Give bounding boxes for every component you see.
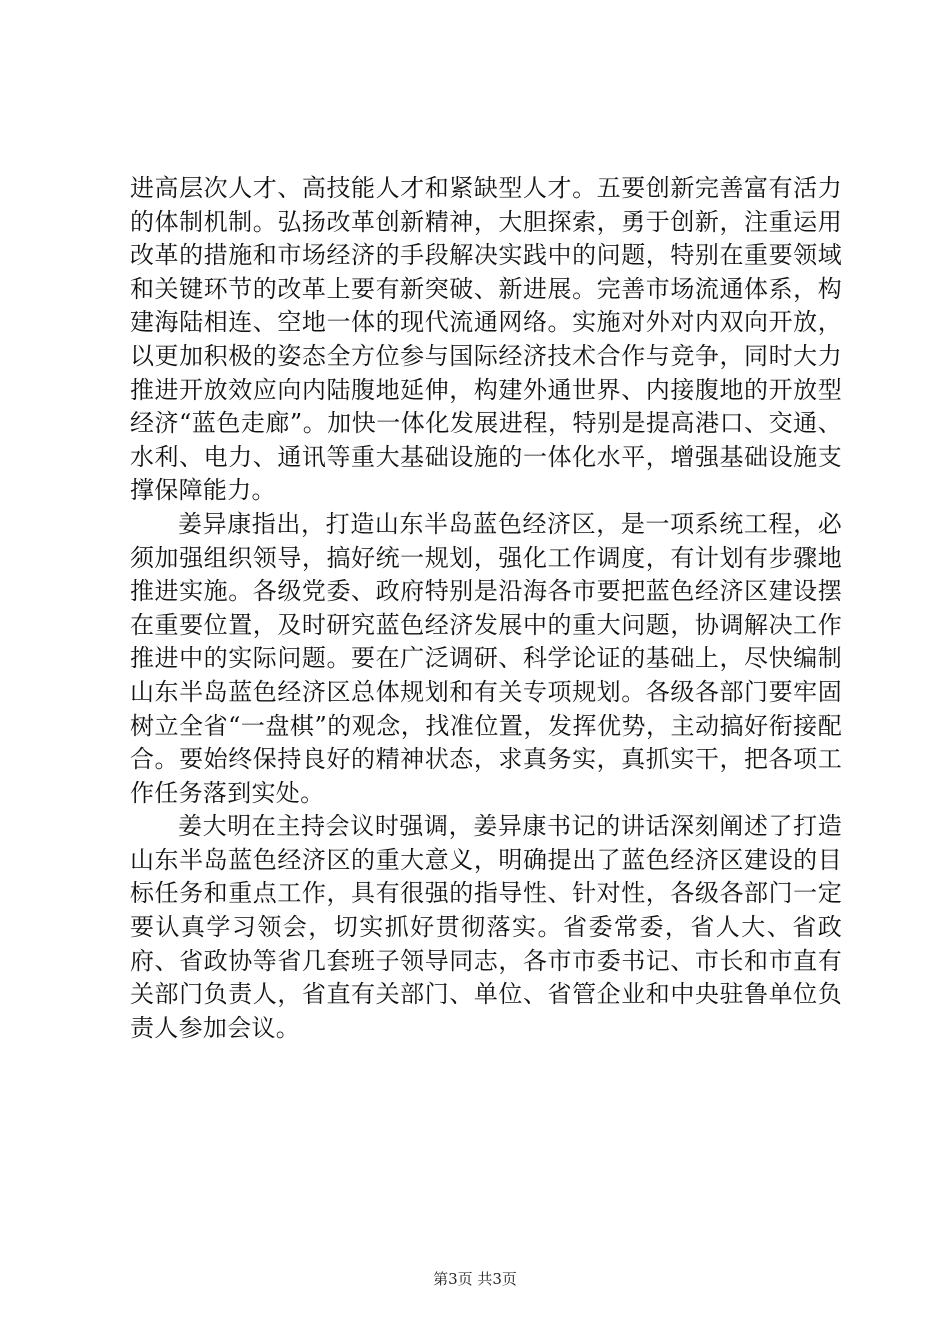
document-body [130,172,842,1045]
page-number-footer: 第3页 共3页 [433,1270,517,1288]
paragraph-continued: 进高层次人才、高技能人才和紧缺型人才。五要创新完善富有活力的体制机制。弘扬改革创新精神，大胆探索，勇于创新，注重运用改革的措施和市场经济的手段解决实践中的问题，特别在重要领域和关键环节的改革上要有新突破、新进展。完善市场流通体系，构建海陆相连、空地一体的现代流通网络。实施对外对内双向开放，以更加积极的姿态全方位参与国际经济技术合作与竞争，同时大力推进开放效应向内陆腹地延伸，构建外通世界、内接腹地的开放型经济“蓝色走廊”。加快一体化发展进程，特别是提高港口、交通、水利、电力、通讯等重大基础设施的一体化水平，增强基础设施支撑保障能力。 [130,174,842,505]
paragraph-jiang-yikang: 姜异康指出，打造山东半岛蓝色经济区，是一项系统工程，必须加强组织领导，搞好统一规划，强化工作调度，有计划有步骤地推进实施。各级党委、政府特别是沿海各市要把蓝色经济区建设摆在重要位置，及时研究蓝色经济发展中的重大问题，协调解决工作推进中的实际问题。要在广泛调研、科学论证的基础上，尽快编制山东半岛蓝色经济区总体规划和有关专项规划。各级各部门要牢固树立全省“一盘棋”的观念，找准位置，发挥优势，主动搞好衔接配合。要始终保持良好的精神状态，求真务实，真抓实干，把各项工作任务落到实处。 [130,509,842,807]
paragraph-jiang-daming: 姜大明在主持会议时强调，姜异康书记的讲话深刻阐述了打造山东半岛蓝色经济区的重大意义，明确提出了蓝色经济区建设的目标任务和重点工作，具有很强的指导性、针对性，各级各部门一定要认真学习领会，切实抓好贯彻落实。省委常委，省人大、省政府、省政协等省几套班子领导同志，各市市委书记、市长和市直有关部门负责人，省直有关部门、单位、省管企业和中央驻鲁单位负责人参加会议。 [130,812,842,1042]
